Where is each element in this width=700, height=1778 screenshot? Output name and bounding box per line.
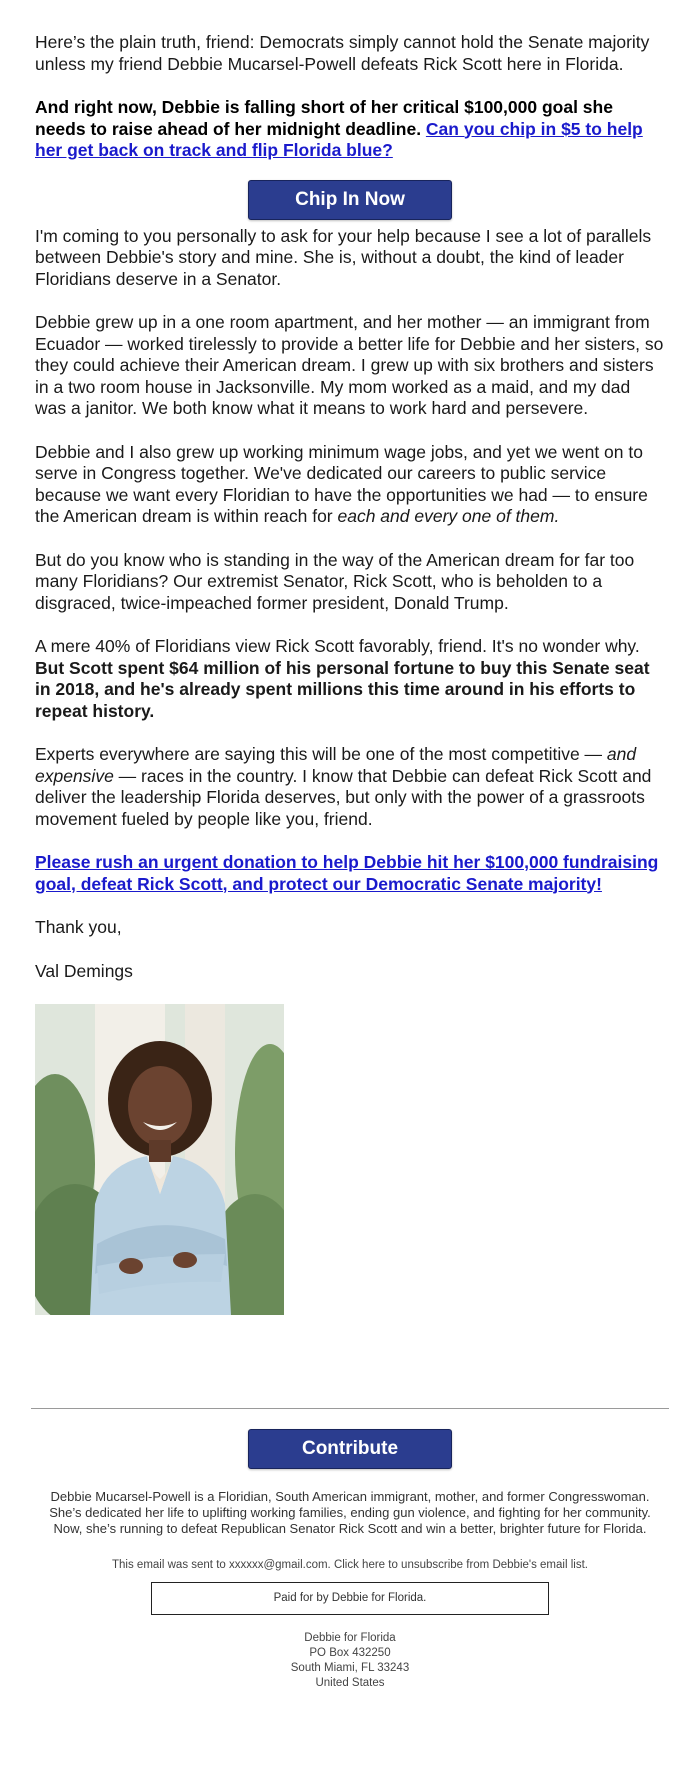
service-paragraph (35, 442, 665, 528)
chip-in-link[interactable]: Can you chip in $5 to help her get back on track and flip Florida blue? (35, 118, 643, 160)
rush-donation-link[interactable]: Please rush an urgent donation to help Debbie hit her $100,000 fundraising goal, defeat Rick Scott, and protect our Democratic Senate majority! (35, 852, 659, 894)
experts-italic: and expensive (35, 744, 637, 786)
ask-paragraph (35, 97, 665, 162)
unsubscribe-notice[interactable]: This email was sent to xxxxxx@gmail.com. Click here to unsubscribe from Debbie's email list. (112, 1559, 588, 1571)
chip-in-now-button[interactable]: Chip In Now (248, 180, 452, 220)
address-line: South Miami, FL 33243 (290, 1662, 410, 1674)
address-line: PO Box 432250 (309, 1647, 391, 1659)
service-italic: each and every one of them. (337, 506, 560, 526)
poll-text: A mere 40% of Floridians view Rick Scott favorably, friend. It's no wonder why. (35, 636, 640, 656)
ask-bold-text: And right now, Debbie is falling short of her critical $100,000 goal she needs to raise ahead of her midnight deadline. (35, 97, 613, 139)
upbringing-paragraph: Debbie grew up in a one room apartment, and her mother — an immigrant from Ecuador — worked tirelessly to provide a better life for Debbie and her sisters, so they could achieve their American dream. I grew up with six brothers and sisters in a two room house in Jacksonville. My mom worked as a maid, and my dad was a janitor. We both know what it means to work hard and persevere. (35, 312, 664, 418)
experts-text-1: Experts everywhere are saying this will be one of the most competitive — (35, 744, 607, 764)
contribute-button[interactable]: Contribute (248, 1429, 452, 1469)
signature-text: Val Demings (35, 960, 133, 981)
portrait-illustration (35, 1004, 284, 1315)
poll-paragraph (35, 636, 665, 722)
experts-text-2: — races in the country. I know that Debbie can defeat Rick Scott and deliver the leadership Florida deserves, but only with the power of a grassroots movement fueled by people like you, friend. (35, 765, 652, 829)
closing-text: Thank you, (35, 917, 122, 937)
contribute-button-row (0, 1429, 700, 1469)
address-line: Debbie for Florida (304, 1632, 396, 1644)
address-line: United States (315, 1677, 385, 1689)
rush-paragraph (35, 852, 665, 895)
portrait-photo (35, 1004, 284, 1315)
paid-for-disclaimer: Paid for by Debbie for Florida. (151, 1582, 549, 1615)
mailing-address (0, 1631, 700, 1691)
email-footer (0, 1408, 700, 1691)
candidate-bio: Debbie Mucarsel-Powell is a Floridian, South American immigrant, mother, and former Congresswoman. She’s dedicated her life to uplifting working families, ending gun violence, and fighting for her community. Now, she’s running to defeat Republican Senator Rick Scott and win a better, brighter future for Florida. (49, 1489, 651, 1536)
intro-paragraph: Here’s the plain truth, friend: Democrats simply cannot hold the Senate majority unless my friend Debbie Mucarsel-Powell defeats Rick Scott here in Florida. (35, 32, 650, 74)
poll-bold: But Scott spent $64 million of his personal fortune to buy this Senate seat in 2018, and he's already spent millions this time around in his efforts to repeat history. (35, 657, 650, 721)
personal-paragraph: I'm coming to you personally to ask for your help because I see a lot of parallels between Debbie's story and mine. She is, without a doubt, the kind of leader Floridians deserve in a Senator. (35, 225, 652, 289)
chip-button-row (35, 180, 665, 220)
email-content (35, 32, 665, 1315)
experts-paragraph (35, 744, 665, 830)
service-text: Debbie and I also grew up working minimum wage jobs, and yet we went on to serve in Congress together. We've dedicated our careers to public service because we want every Floridian to have the opportunities we had — to ensure the American dream is within reach for (35, 441, 648, 526)
footer-divider (31, 1408, 669, 1409)
scott-paragraph: But do you know who is standing in the way of the American dream for far too many Floridians? Our extremist Senator, Rick Scott, who is beholden to a disgraced, twice-impeached former president, Donald Trump. (35, 549, 635, 613)
